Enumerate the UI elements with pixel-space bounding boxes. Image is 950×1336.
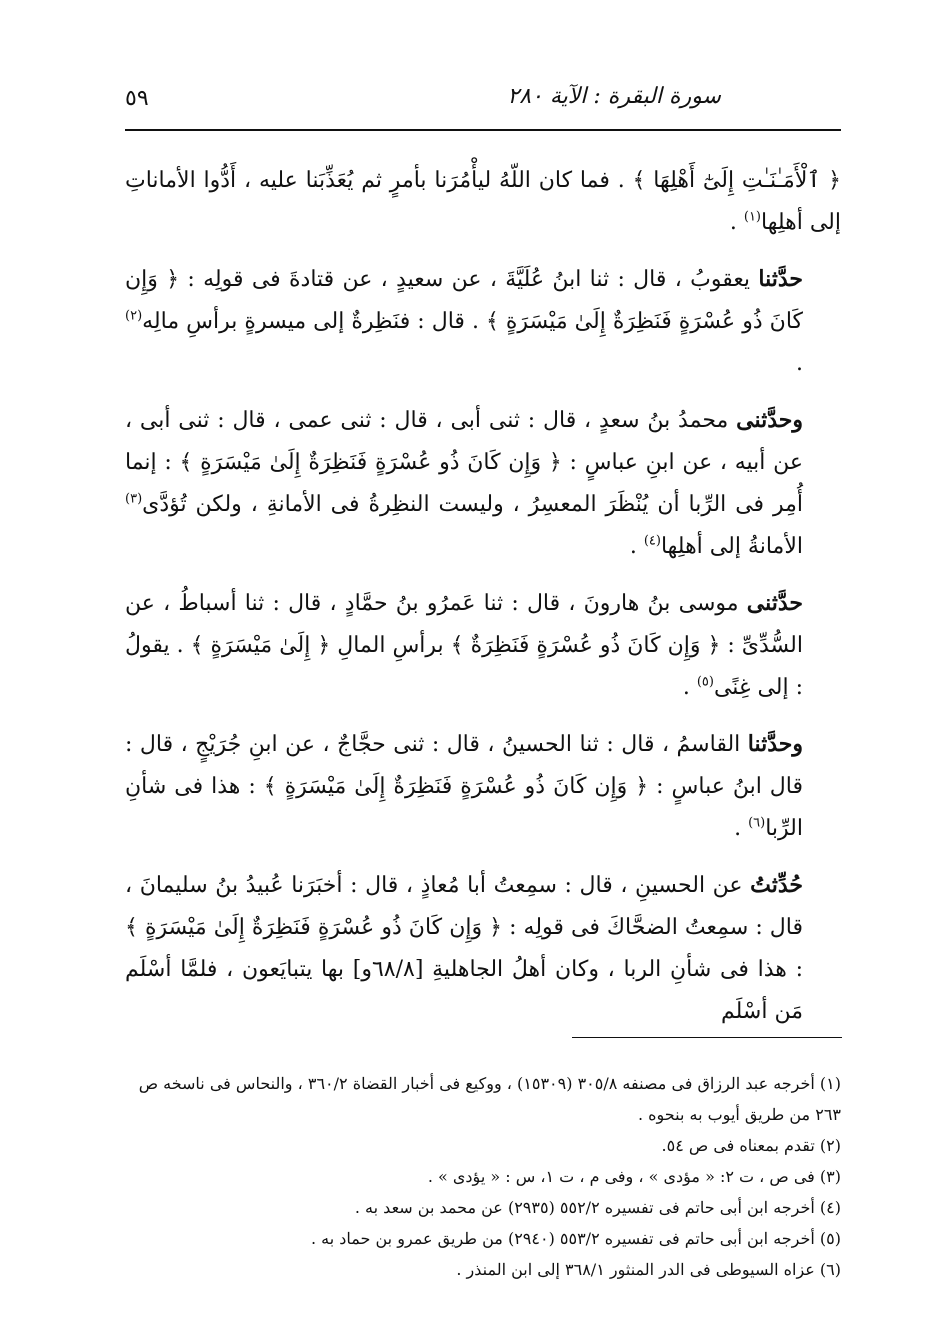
chapter-title: سورة البقرة : الآية ٢٨٠ <box>507 84 721 109</box>
paragraph-1 <box>125 160 841 244</box>
paragraph-end: . <box>734 816 749 841</box>
paragraph-lead: وحدَّثنا <box>747 731 803 757</box>
paragraph-text: ﴿ ٱلْأَمَـٰنَـٰتِ إِلَىٰٓ أَهْلِهَا ﴾ . فما كان اللّهُ ليأْمُرَنا بأمرٍ ثم يُعَذِّبَنا عليه ، أَدُّوا الأماناتِ إلى أهلِها <box>125 168 841 235</box>
footnote-1: (١) أخرجه عبد الرزاق فى مصنفه ٣٠٥/٨ (١٥٣٠٩) ، ووكيع فى أخبار القضاة ٣٦٠/٢ ، والنحاس فى ناسخه ص ٢٦٣ من طريق أيوب به بنحوه . <box>138 1074 841 1124</box>
paragraph-lead: وحدَّثنى <box>736 407 803 433</box>
footnotes <box>125 1068 841 1285</box>
running-header <box>125 84 841 124</box>
footnote-ref: (٥) <box>696 674 714 690</box>
paragraph-6 <box>125 864 841 1033</box>
paragraph-text: محمدُ بنُ سعدٍ ، قال : ثنى أبى ، قال : ثنى عمى ، قال : ثنى أبى ، عن أبيه ، عن ابنِ عباسٍ : ﴿ وَإِن كَانَ ذُو عُسْرَةٍ فَنَظِرَةٌ إِلَىٰ مَيْسَرَةٍ ﴾ : إنما أُمِر فى الرِّبا أن يُنْظَرَ المعسِرُ ، وليست النظِرةُ فى الأمانةِ ، ولكن تُؤدَّى <box>125 408 803 517</box>
paragraph-lead: حدَّثنى <box>746 590 803 616</box>
footnote-ref: (٣) <box>125 491 143 507</box>
paragraph-end: . <box>729 210 744 235</box>
footnote-ref: (٦) <box>748 815 766 831</box>
paragraph-text-continued: الأمانةُ إلى أهلِها <box>660 534 803 559</box>
footnote-2: (٢) تقدم بمعناه فى ص ٥٤. <box>661 1136 841 1155</box>
footnote-6: (٦) عزاه السيوطى فى الدر المنثور ٣٦٨/١ إلى ابن المنذر . <box>456 1260 841 1279</box>
paragraph-end: . <box>796 351 803 376</box>
footnote-ref: (٢) <box>125 308 143 324</box>
paragraph-2 <box>125 258 841 385</box>
paragraph-4 <box>125 582 841 709</box>
paragraph-text: يعقوبُ ، قال : ثنا ابنُ عُلَيَّةَ ، عن سعيدٍ ، عن قتادةَ فى قولِه : ﴿ وَإِن كَانَ ذُو عُسْرَةٍ فَنَظِرَةٌ إِلَىٰ مَيْسَرَةٍ ﴾ . قال : فنَظِرةٌ إلى ميسرةٍ برأسِ مالِه <box>125 267 803 334</box>
paragraph-text: القاسمُ ، قال : ثنا الحسينُ ، قال : ثنى حجَّاجٌ ، عن ابنِ جُرَيْجٍ ، قال : قال ابنُ عباسٍ : ﴿ وَإِن كَانَ ذُو عُسْرَةٍ فَنَظِرَةٌ إِلَىٰ مَيْسَرَةٍ ﴾ : هذا فى شأنِ الرِّبا <box>125 732 803 841</box>
paragraph-end: . <box>682 675 697 700</box>
page-number: ٥٩ <box>125 86 149 111</box>
footnote-4: (٤) أخرجه ابن أبى حاتم فى تفسيره ٥٥٢/٢ (٢٩٣٥) عن محمد بن سعد به . <box>354 1198 841 1217</box>
paragraph-lead: حدَّثنا <box>758 266 803 292</box>
paragraph-lead: حُدِّثتُ <box>750 872 803 898</box>
footnote-divider <box>572 1037 842 1038</box>
footnote-ref: (١) <box>743 209 761 225</box>
paragraph-5 <box>125 723 841 850</box>
paragraph-text: موسى بنُ هارونَ ، قال : ثنا عَمرُو بنُ حمَّادٍ ، قال : ثنا أسباطُ ، عن السُّدِّىِّ : ﴿ وَإِن كَانَ ذُو عُسْرَةٍ فَنَظِرَةٌ ﴾ برأسِ المالِ ﴿ إِلَىٰ مَيْسَرَةٍ ﴾ . يقولُ : إلى غِنًى <box>125 591 803 700</box>
footnote-3: (٣) فى ص ، ت ٢: « مؤدى » ، وفى م ، ت ١، س : « يؤدى » . <box>427 1167 841 1186</box>
paragraph-text: عن الحسينِ ، قال : سمِعتُ أبا مُعاذٍ ، قال : أخبَرَنا عُبيدُ بنُ سليمانَ ، قال : سمِعتُ الضحَّاكَ فى قولِه : ﴿ وَإِن كَانَ ذُو عُسْرَةٍ فَنَظِرَةٌ إِلَىٰ مَيْسَرَةٍ ﴾ : هذا فى شأنِ الربا ، وكان أهلُ الجاهليةِ [٦٨/٨و] بها يتبايَعون ، فلمَّا أسْلَم مَن أسْلَم <box>125 873 804 1024</box>
footnote-5: (٥) أخرجه ابن أبى حاتم فى تفسيره ٥٥٣/٢ (٢٩٤٠) من طريق عمرو بن حماد به . <box>310 1229 841 1248</box>
main-text <box>125 160 841 1047</box>
paragraph-end: . <box>629 534 644 559</box>
footnote-ref: (٤) <box>643 533 661 549</box>
header-divider <box>125 129 841 131</box>
paragraph-3 <box>125 399 841 568</box>
